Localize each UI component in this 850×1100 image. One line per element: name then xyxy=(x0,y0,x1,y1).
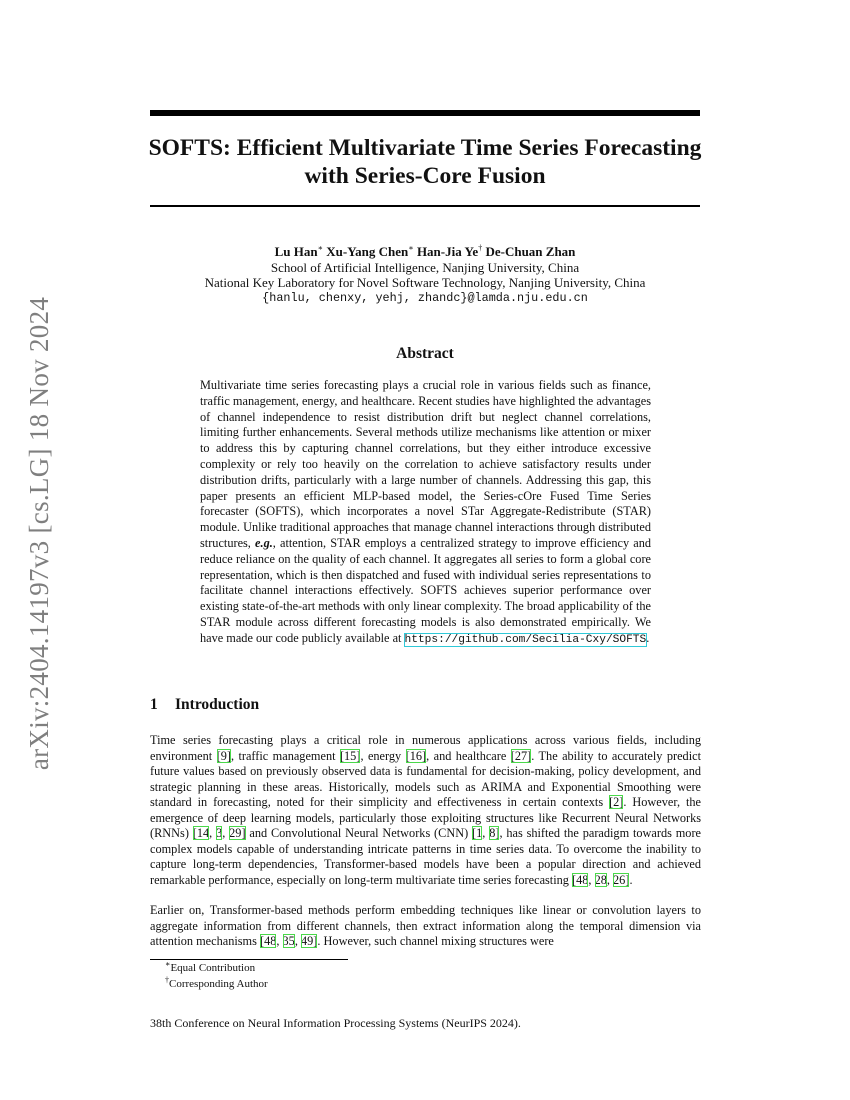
citation-link[interactable]: [48 xyxy=(259,934,277,948)
author-mark: † xyxy=(478,243,483,253)
footnote-text: Equal Contribution xyxy=(170,962,256,974)
conference-note: 38th Conference on Neural Information Processing Systems (NeurIPS 2024). xyxy=(150,1016,521,1030)
citation-link[interactable]: [16] xyxy=(405,748,427,763)
footnote-rule xyxy=(150,959,348,960)
footnote-2 xyxy=(165,974,268,993)
citation-link[interactable]: [9] xyxy=(216,748,231,763)
text-run: and Convolutional Neural Networks (CNN) xyxy=(245,826,473,840)
title-rule-top xyxy=(150,110,700,116)
abstract-text-end: . xyxy=(646,630,650,645)
text-run: , traffic management xyxy=(230,748,340,763)
citation-link[interactable]: [2] xyxy=(609,795,624,809)
paper-title xyxy=(140,134,710,190)
affiliation-2: National Key Laboratory for Novel Software Technology, Nanjing University, China xyxy=(204,275,646,291)
abstract-text-part-1: Multivariate time series forecasting plays a crucial role in various fields such as finance, traffic management, energy, and healthcare. Recent studies have highlighted the advantages of channel independence to resist distribution drift but neglect channel correlations, limiting further enhancements. Several methods utilize mechanisms like attention or mixer to address this by capturing channel correlations, but they either introduce excessive complexity or rely too heavily on the correlation to achieve satisfactory results under distribution drifts, particularly with a large number of channels. Addressing this gap, this paper presents an efficient MLP-based model, the Series-cOre Fused Time Series forecaster (SOFTS), which incorporates a novel STar Aggregate-Redistribute (STAR) module. Unlike traditional approaches that manage channel interactions through distributed structures, xyxy=(200,378,651,550)
author-name: Xu-Yang Chen xyxy=(326,244,409,259)
footnote-1 xyxy=(165,961,268,977)
citation-link[interactable]: 29] xyxy=(229,826,246,840)
citation-link[interactable]: 26] xyxy=(613,872,630,887)
section-heading-introduction xyxy=(150,696,700,714)
abstract-text xyxy=(200,378,651,649)
text-run: , has shifted the paradigm towards more complex models capable of understanding intricate patterns in time series data. To overcome the inability to capture long-term dependencies, Transformer-based models have been a popular direction and achieved remarkable performance, especially on long-term multivariate time series forecasting xyxy=(150,826,701,887)
text-run: , energy xyxy=(360,748,406,763)
author-block xyxy=(150,244,700,306)
citation-link[interactable]: 28 xyxy=(594,872,607,887)
abstract-eg: e.g. xyxy=(255,535,273,550)
text-run: , and healthcare xyxy=(426,748,511,763)
author-list xyxy=(150,244,700,260)
author-email: {hanlu, chenxy, yehj, zhandc}@lamda.nju.edu.cn xyxy=(262,290,588,305)
title-rule-bottom xyxy=(150,205,700,207)
arxiv-identifier xyxy=(20,288,60,778)
introduction-paragraph-2: Earlier on, Transformer-based methods perform embedding techniques like linear or convolution layers to aggregate information from different channels, then extract information along the temporal dimension via attention mechanisms [48, 35, 49]. However, such channel mixing structures were xyxy=(150,903,701,948)
text-run: . The ability to accurately predict future values based on previously observed data is fundamental for decision-making, policy development, and strategic planning in these areas. Historically, models such as ARIMA and Exponential Smoothing were standard in forecasting, noted for their simplicity and effectiveness in certain contexts xyxy=(150,748,702,809)
abstract-heading: Abstract xyxy=(396,345,454,362)
footnote-mark: † xyxy=(165,974,169,984)
text-run: Earlier on, Transformer-based methods perform embedding techniques like linear or convolution layers to aggregate information from different channels, then extract information along the temporal dimension via attention mechanisms xyxy=(150,903,701,948)
section-title: Introduction xyxy=(175,696,260,713)
citation-link[interactable]: 8] xyxy=(489,826,500,840)
author-name: De-Chuan Zhan xyxy=(485,244,576,259)
citation-link[interactable]: [48 xyxy=(572,872,589,887)
affiliation-1: School of Artificial Intelligence, Nanjing University, China xyxy=(270,259,580,275)
author-name: Han-Jia Ye xyxy=(416,244,479,259)
arxiv-identifier-text: arXiv:2404.14197v3 [cs.LG] 18 Nov 2024 xyxy=(24,296,55,770)
citation-link[interactable]: [1 xyxy=(472,826,483,840)
section-number: 1 xyxy=(150,696,158,713)
citation-link[interactable]: 35 xyxy=(282,934,295,948)
citation-link[interactable]: 49] xyxy=(300,934,318,948)
footnotes xyxy=(165,961,268,992)
footnote-text: Corresponding Author xyxy=(169,977,268,990)
citation-link[interactable]: [15] xyxy=(339,748,361,763)
author-mark: ∗ xyxy=(317,243,323,253)
paper-title-line-2: with Series-Core Fusion xyxy=(304,163,546,189)
footnote-mark: ∗ xyxy=(165,959,171,969)
text-run: . However, such channel mixing structures were xyxy=(317,934,554,948)
citation-link[interactable]: 3 xyxy=(216,826,223,840)
citation-link[interactable]: [27] xyxy=(510,748,532,763)
author-name: Lu Han xyxy=(274,244,318,259)
text-run: Time series forecasting plays a critical role in numerous applications across various fields, including environment xyxy=(150,733,701,763)
text-run: . xyxy=(629,872,633,887)
paper-title-line-1: SOFTS: Efficient Multivariate Time Series Forecasting xyxy=(148,135,702,161)
abstract-text-part-2: , attention, STAR employs a centralized strategy to improve efficiency and reduce reliance on the quality of each channel. It aggregates all series to form a global core representation, which is then dispatched and fused with individual series representations to facilitate channel interactions effectively. SOFTS achieves superior performance over existing state-of-the-art methods with only linear complexity. The broad applicability of the STAR module across different forecasting models is also demonstrated empirically. We have made our code publicly available at xyxy=(200,535,651,645)
author-mark: ∗ xyxy=(408,243,414,253)
citation-link[interactable]: [14 xyxy=(192,826,210,840)
introduction-paragraph-1: Time series forecasting plays a critical role in numerous applications across various fields, including environment [9], traffic management [15], energy [16], and healthcare [27]. The ability to accurately predict future values based on previously observed data is fundamental for decision-making, policy development, and strategic planning in these areas. Historically, models such as ARIMA and Exponential Smoothing were standard in forecasting, noted for their simplicity and effectiveness in certain contexts [2]. However, the emergence of deep learning models, particularly those exploiting structures like Recurrent Neural Networks (RNNs) [14, 3, 29] and Convolutional Neural Networks (CNN) [1, 8], has shifted the paradigm towards more complex models capable of understanding intricate patterns in time series data. To overcome the inability to capture long-term dependencies, Transformer-based models have been a popular direction and achieved remarkable performance, especially on long-term multivariate time series forecasting [48, 28, 26]. xyxy=(150,733,702,887)
text-run: . However, the emergence of deep learning models, particularly those exploiting structures like Recurrent Neural Networks (RNNs) xyxy=(150,795,701,840)
code-link[interactable]: https://github.com/Secilia-Cxy/SOFTS xyxy=(404,633,647,646)
